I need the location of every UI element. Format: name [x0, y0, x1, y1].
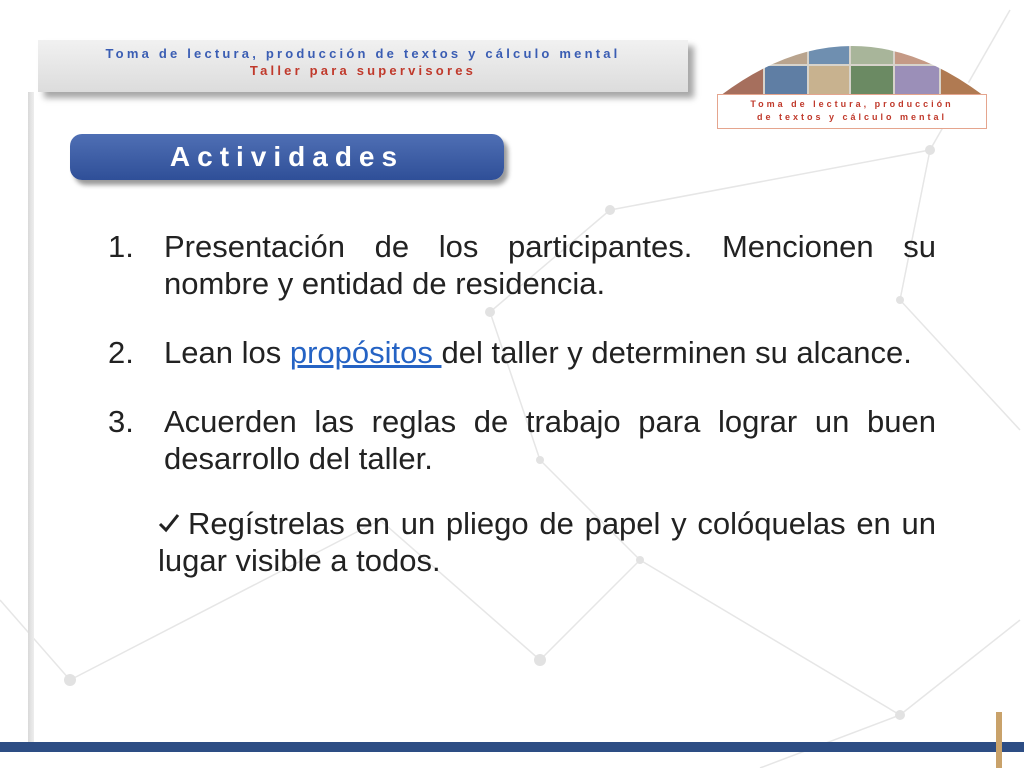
header-title: Toma de lectura, producción de textos y cálculo mental [105, 46, 621, 61]
checklist-note [158, 505, 936, 579]
list-item-text: Presentación de los participantes. Mencionen su nombre y entidad de residencia. [164, 229, 936, 301]
bottom-bar [0, 742, 1024, 752]
list-item-text-prefix: Lean los [164, 335, 290, 370]
list-item-number: 1. [108, 229, 134, 264]
header-banner [38, 40, 688, 92]
logo-caption-line2: de textos y cálculo mental [756, 112, 948, 122]
left-vertical-rule [28, 92, 34, 744]
corner-accent [996, 712, 1002, 768]
list-item-number: 2. [108, 335, 134, 370]
activities-list [108, 228, 936, 579]
note-text: Regístrelas en un pliego de papel y colóquelas en un lugar visible a todos. [158, 506, 936, 578]
list-item-text: Acuerden las reglas de trabajo para lograr un buen desarrollo del taller. [164, 404, 936, 476]
purposes-link[interactable]: propósitos [289, 335, 442, 370]
logo-caption-line1: Toma de lectura, producción [750, 99, 954, 109]
list-item [108, 403, 936, 477]
list-item-text-suffix: del taller y determinen su alcance. [441, 335, 912, 370]
list-item [108, 334, 936, 371]
header-subtitle: Taller para supervisores [249, 63, 477, 78]
section-title-badge: Actividades [70, 134, 504, 180]
list-item-number: 3. [108, 404, 134, 439]
list-item [108, 228, 936, 302]
logo-caption [717, 94, 987, 129]
check-icon [158, 505, 182, 542]
